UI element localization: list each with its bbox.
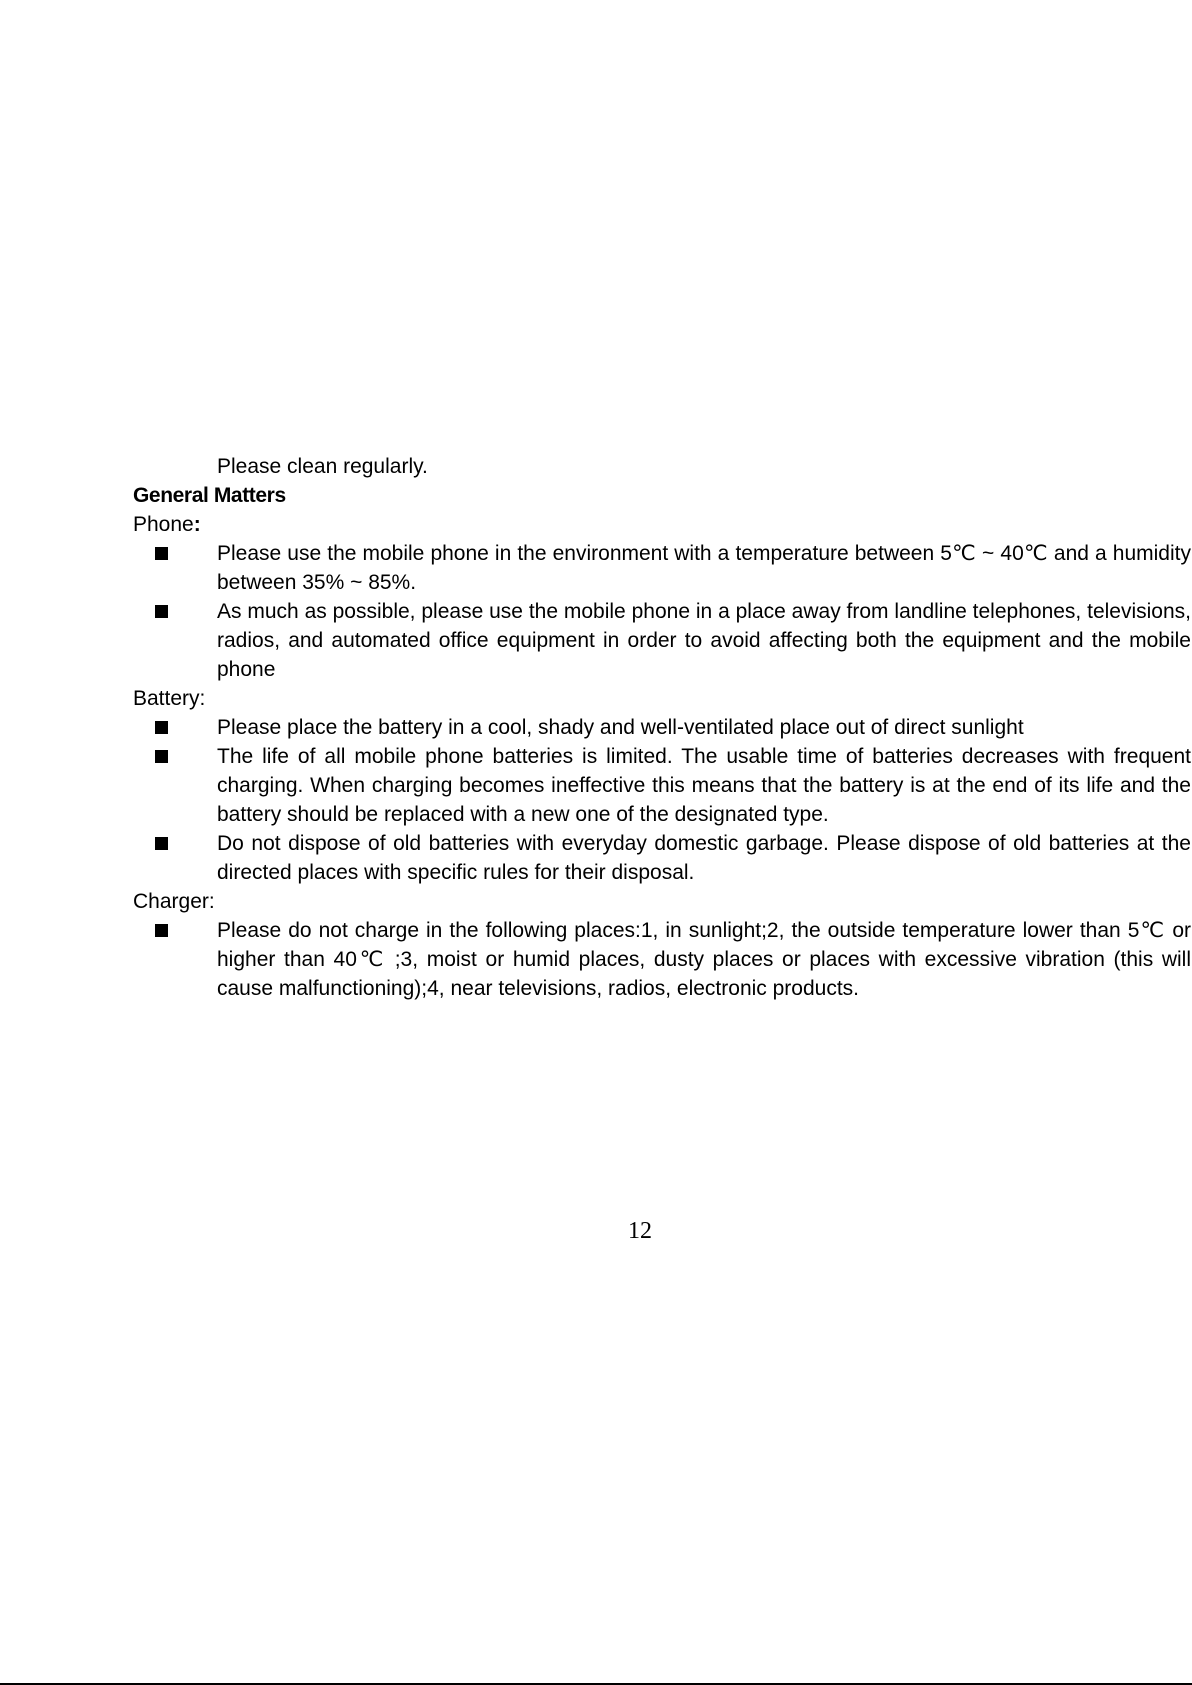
list-item [133, 916, 1191, 1003]
list-item [133, 742, 1191, 829]
square-bullet-icon [155, 924, 168, 937]
list-item [133, 829, 1191, 887]
charger-label: Charger: [133, 890, 215, 913]
list-item-text: As much as possible, please use the mobile phone in a place away from landline telephones, televisions, radios, and automated office equipment in order to avoid affecting both the equipment and the mobile phone [217, 600, 1191, 681]
list-item [133, 597, 1191, 684]
list-item-text: Please use the mobile phone in the environment with a temperature between 5℃ ~ 40℃ and a humidity between 35% ~ 85%. [217, 542, 1191, 594]
page-number: 12 [628, 1218, 652, 1244]
phone-label: Phone [133, 513, 194, 536]
list-item-text: Please place the battery in a cool, shady and well-ventilated place out of direct sunlight [217, 716, 1024, 739]
list-item-text: The life of all mobile phone batteries is limited. The usable time of batteries decreases with frequent charging. When charging becomes ineffective this means that the battery is at the end of its life and the battery should be replaced with a new one of the designated type. [217, 745, 1191, 826]
list-item-text: Do not dispose of old batteries with everyday domestic garbage. Please dispose of old batteries at the directed places with specific rules for their disposal. [217, 832, 1191, 884]
charger-bullet-list [133, 916, 1191, 1003]
square-bullet-icon [155, 721, 168, 734]
phone-label-colon: : [193, 513, 201, 536]
phone-label-line [133, 510, 1191, 539]
list-item [133, 713, 1191, 742]
section-title: General Matters [133, 484, 286, 507]
square-bullet-icon [155, 750, 168, 763]
list-item [133, 539, 1191, 597]
square-bullet-icon [155, 547, 168, 560]
square-bullet-icon [155, 837, 168, 850]
intro-line: Please clean regularly. [217, 455, 428, 478]
phone-bullet-list [133, 539, 1191, 684]
list-item-text: Please do not charge in the following places:1, in sunlight;2, the outside temperature lower than 5℃ or higher than 40℃ ;3, moist or humid places, dusty places or places with excessive vibration (this will cause malfunctioning);4, near televisions, radios, electronic products. [217, 919, 1191, 1000]
battery-label: Battery: [133, 687, 206, 710]
square-bullet-icon [155, 605, 168, 618]
battery-bullet-list [133, 713, 1191, 887]
document-body [133, 452, 1191, 1003]
